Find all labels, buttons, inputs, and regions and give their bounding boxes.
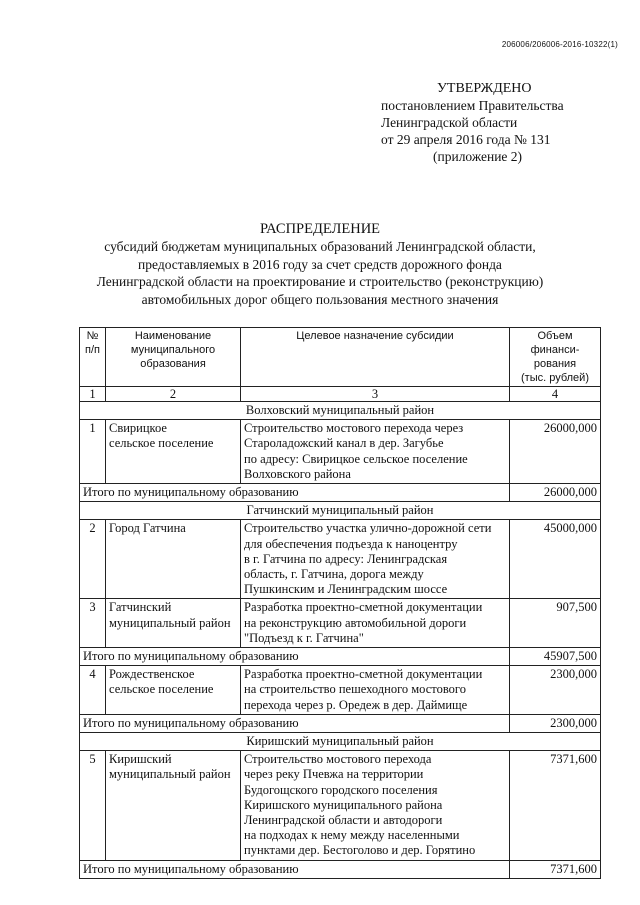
row-municipality: Город Гатчина — [106, 520, 241, 599]
row-municipality: Свирицкое сельское поселение — [106, 420, 241, 484]
table-row — [80, 599, 601, 648]
header-purpose: Целевое назначение субсидии — [241, 328, 510, 387]
column-number: 2 — [106, 387, 241, 402]
row-amount: 2300,000 — [510, 666, 601, 715]
column-number: 1 — [80, 387, 106, 402]
document-number: 206006/206006-2016-10322(1) — [501, 40, 618, 49]
row-municipality: Гатчинский муниципальный район — [106, 599, 241, 648]
approval-appendix: (приложение 2) — [433, 149, 523, 164]
row-purpose: Строительство участка улично-дорожной сети для обеспечения подъезда к наноцентру в г. Гатчина по адресу: Ленинградская область, г. Гатчина, дорога между Пушкинским и Ленинградским шоссе — [241, 520, 510, 599]
title-main: РАСПРЕДЕЛЕНИЕ — [259, 221, 381, 237]
total-row — [80, 714, 601, 732]
row-municipality: Киришский муниципальный район — [106, 751, 241, 860]
total-label: Итого по муниципальному образованию — [80, 714, 510, 732]
title-line: субсидий бюджетам муниципальных образований Ленинградской области, — [104, 239, 536, 254]
title-line: предоставляемых в 2016 году за счет средств дорожного фонда — [138, 256, 502, 272]
row-num: 3 — [80, 599, 106, 648]
column-number: 3 — [241, 387, 510, 402]
total-amount: 26000,000 — [510, 484, 601, 502]
total-label: Итого по муниципальному образованию — [80, 484, 510, 502]
total-row — [80, 860, 601, 878]
column-number: 4 — [510, 387, 601, 402]
district-row — [80, 402, 601, 420]
row-amount: 45000,000 — [510, 520, 601, 599]
total-label: Итого по муниципальному образованию — [80, 860, 510, 878]
table-header-row — [80, 328, 601, 387]
approval-line: от 29 апреля 2016 года № 131 — [381, 132, 551, 147]
district-name: Волховский муниципальный район — [80, 402, 601, 420]
row-amount: 26000,000 — [510, 420, 601, 484]
row-purpose: Разработка проектно-сметной документации на строительство пешеходного мостового перехода через р. Оредеж в дер. Даймище — [241, 666, 510, 715]
total-label: Итого по муниципальному образованию — [80, 648, 510, 666]
table-row — [80, 666, 601, 715]
approval-heading: УТВЕРЖДЕНО — [437, 81, 532, 96]
total-amount: 2300,000 — [510, 714, 601, 732]
row-num: 5 — [80, 751, 106, 860]
total-row — [80, 484, 601, 502]
header-name: Наименование муниципального образования — [106, 328, 241, 387]
row-num: 2 — [80, 520, 106, 599]
distribution-table — [79, 327, 601, 879]
district-row — [80, 502, 601, 520]
row-municipality: Рождественское сельское поселение — [106, 666, 241, 715]
table-row — [80, 751, 601, 860]
approval-stamp — [381, 80, 564, 165]
document-title — [0, 220, 640, 308]
district-name: Гатчинский муниципальный район — [80, 502, 601, 520]
approval-line: постановлением Правительства — [381, 98, 564, 113]
header-amount: Объем финанси- рования (тыс. рублей) — [510, 328, 601, 387]
table-row — [80, 420, 601, 484]
title-line: автомобильных дорог общего пользования местного значения — [141, 291, 499, 307]
row-purpose: Строительство мостового перехода через реку Пчевжа на территории Будогощского городского поселения Киришского муниципального района Ленинградской области и автодороги на подходах к нему между населенными пунктами дер. Бестоголово и дер. Горятино — [241, 751, 510, 860]
district-name: Киришский муниципальный район — [80, 733, 601, 751]
header-num: № п/п — [80, 328, 106, 387]
row-num: 1 — [80, 420, 106, 484]
column-number-row — [80, 387, 601, 402]
table-row — [80, 520, 601, 599]
total-row — [80, 648, 601, 666]
title-line: Ленинградской области на проектирование и строительство (реконструкцию) — [96, 274, 544, 289]
total-amount: 7371,600 — [510, 860, 601, 878]
row-amount: 7371,600 — [510, 751, 601, 860]
row-num: 4 — [80, 666, 106, 715]
row-amount: 907,500 — [510, 599, 601, 648]
approval-line: Ленинградской области — [381, 115, 518, 130]
row-purpose: Разработка проектно-сметной документации на реконструкцию автомобильной дороги "Подъезд к г. Гатчина" — [241, 599, 510, 648]
row-purpose: Строительство мостового перехода через Староладожский канал в дер. Загубье по адресу: Свирицкое сельское поселение Волховского района — [241, 420, 510, 484]
district-row — [80, 733, 601, 751]
total-amount: 45907,500 — [510, 648, 601, 666]
